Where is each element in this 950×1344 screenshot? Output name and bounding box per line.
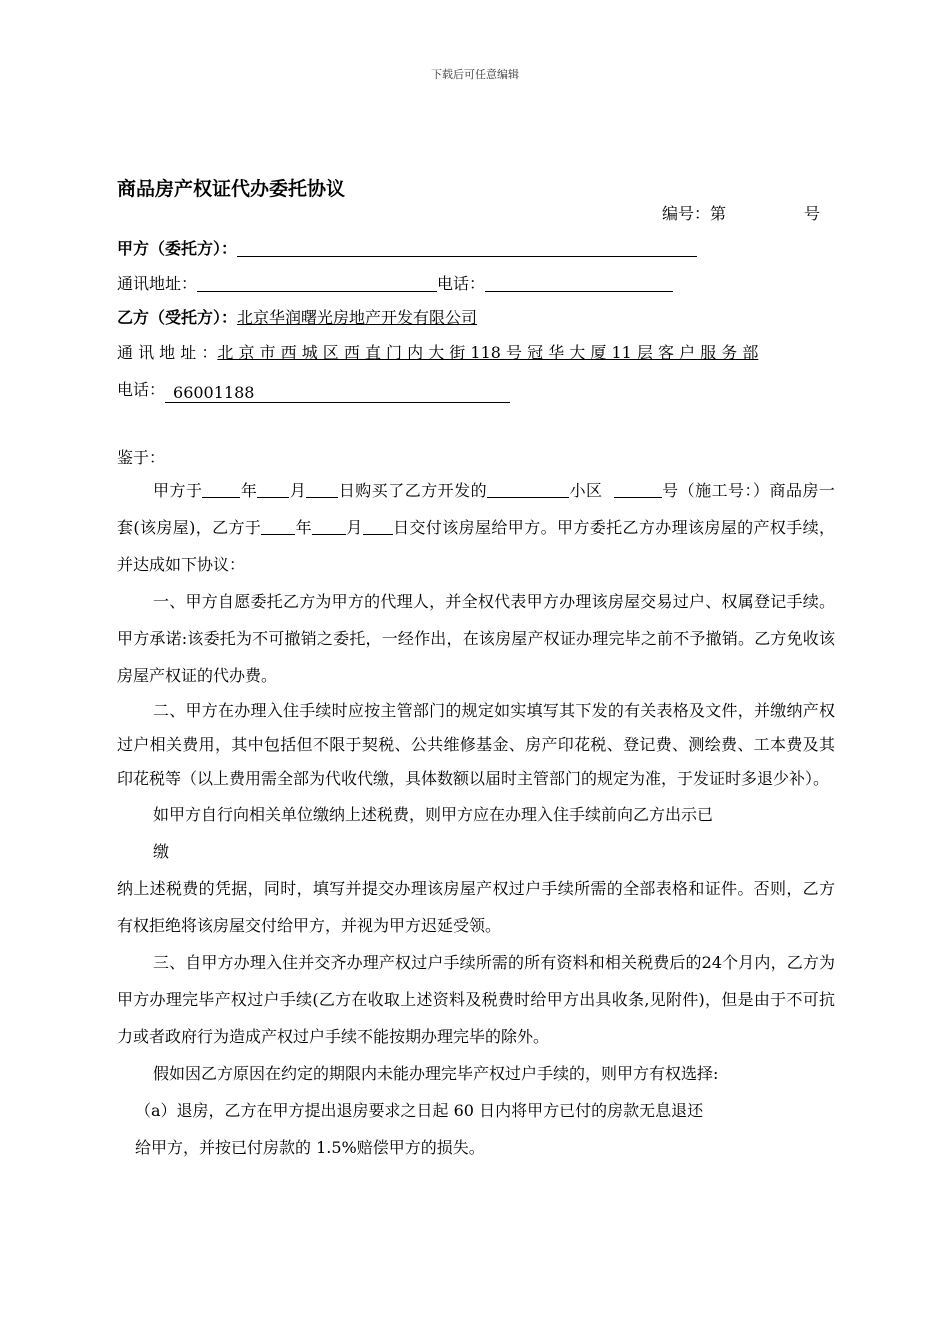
delivery-month-blank bbox=[312, 518, 346, 535]
intro-text-4: 日购买了乙方开发的 bbox=[338, 481, 488, 500]
clause-3-option-a-line1: （a）退房，乙方在甲方提出退房要求之日起 60 日内将甲方已付的房款无息退还 bbox=[135, 1101, 704, 1120]
party-b-address-line bbox=[117, 340, 758, 363]
party-a-phone-blank bbox=[485, 273, 673, 292]
party-b-phone-line bbox=[117, 377, 510, 403]
document-number bbox=[662, 201, 820, 224]
intro-text-1: 甲方于 bbox=[153, 481, 203, 500]
party-a-address-line bbox=[117, 271, 673, 294]
page-title: 商品房产权证代办委托协议 bbox=[117, 178, 346, 200]
party-a-address-blank bbox=[197, 273, 437, 292]
intro-text-2: 年 bbox=[240, 481, 258, 500]
header-note: 下载后可任意编辑 bbox=[431, 68, 519, 81]
community-blank bbox=[487, 481, 569, 498]
intro-text-5: 小区 bbox=[569, 481, 603, 500]
doc-no-prefix: 编号：第 bbox=[662, 204, 727, 223]
purchase-month-blank bbox=[257, 481, 289, 498]
party-b-label: 乙方（受托方）： bbox=[117, 308, 238, 327]
party-b-address-value: 北 京 市 西 城 区 西 直 门 内 大 街 118 号 冠 华 大 厦 11 层 客 户 服 务 部 bbox=[217, 343, 759, 362]
party-a-blank bbox=[237, 238, 697, 257]
clause-2: 二、甲方在办理入住手续时应按主管部门的规定如实填写其下发的有关表格及文件，并缴纳产权过户相关费用，其中包括但不限于契税、公共维修基金、房产印花税、登记费、测绘费、工本费及其印花税等（以上费用需全部为代收代缴，具体数额以届时主管部门的规定为准，于发证时多退少补）。 bbox=[117, 701, 835, 788]
intro-text-10: 日交付该房屋给甲方。甲方委托乙方办理该房屋的产权手续，并达成如下协议： bbox=[117, 518, 835, 574]
party-a-phone-label: 电话： bbox=[437, 274, 486, 293]
party-a-address-label: 通讯地址： bbox=[117, 274, 198, 293]
party-a-line bbox=[117, 236, 697, 259]
party-b-name: 北京华润曙光房地产开发有限公司 bbox=[237, 308, 478, 327]
intro-text-6: 号（施工号： bbox=[661, 481, 754, 500]
intro-text-8: 年 bbox=[295, 518, 313, 537]
party-b-phone-label: 电话： bbox=[117, 380, 166, 399]
agreement-body bbox=[117, 472, 835, 1166]
intro-text-9: 月 bbox=[346, 518, 363, 537]
clause-2-supplement-line2: 缴 bbox=[153, 842, 170, 861]
party-b-line bbox=[117, 305, 477, 328]
party-a-label: 甲方（委托方）： bbox=[117, 239, 238, 258]
purchase-day-blank bbox=[306, 481, 338, 498]
intro-text-7: ）商品房一套(该房屋)，乙方于 bbox=[117, 481, 835, 537]
intro-text-3: 月 bbox=[289, 481, 307, 500]
clause-3-option-a-line2: 给甲方，并按已付房款的 1.5%赔偿甲方的损失。 bbox=[135, 1138, 485, 1157]
party-b-phone-value: 66001188 bbox=[165, 383, 510, 403]
intro-paragraph bbox=[117, 472, 835, 583]
clause-2-supplement-rest: 纳上述税费的凭据，同时，填写并提交办理该房屋产权过户手续所需的全部表格和证件。否则，乙方有权拒绝将该房屋交付给甲方，并视为甲方迟延受领。 bbox=[117, 879, 835, 935]
party-b-address-label: 通 讯 地 址 ： bbox=[117, 343, 218, 362]
clause-3: 三、自甲方办理入住并交齐办理产权过户手续所需的所有资料和相关税费后的24个月内，乙方为甲方办理完毕产权过户手续(乙方在收取上述资料及税费时给甲方出具收条,见附件)，但是由于不可抗力或者政府行为造成产权过户手续不能按期办理完毕的除外。 bbox=[117, 953, 835, 1046]
clause-2-supplement-line1: 如甲方自行向相关单位缴纳上述税费，则甲方应在办理入住手续前向乙方出示已 bbox=[153, 805, 714, 824]
clause-1: 一、甲方自愿委托乙方为甲方的代理人，并全权代表甲方办理该房屋交易过户、权属登记手续。甲方承诺:该委托为不可撤销之委托，一经作出，在该房屋产权证办理完毕之前不予撤销。乙方免收该房屋产权证的代办费。 bbox=[117, 592, 835, 685]
delivery-year-blank bbox=[261, 518, 295, 535]
clause-3-breach: 假如因乙方原因在约定的期限内未能办理完毕产权过户手续的，则甲方有权选择: bbox=[153, 1064, 719, 1083]
delivery-day-blank bbox=[363, 518, 393, 535]
whereas: 鉴于： bbox=[117, 448, 166, 467]
purchase-year-blank bbox=[202, 481, 240, 498]
building-number-blank bbox=[614, 481, 662, 498]
doc-no-suffix: 号 bbox=[804, 204, 821, 223]
